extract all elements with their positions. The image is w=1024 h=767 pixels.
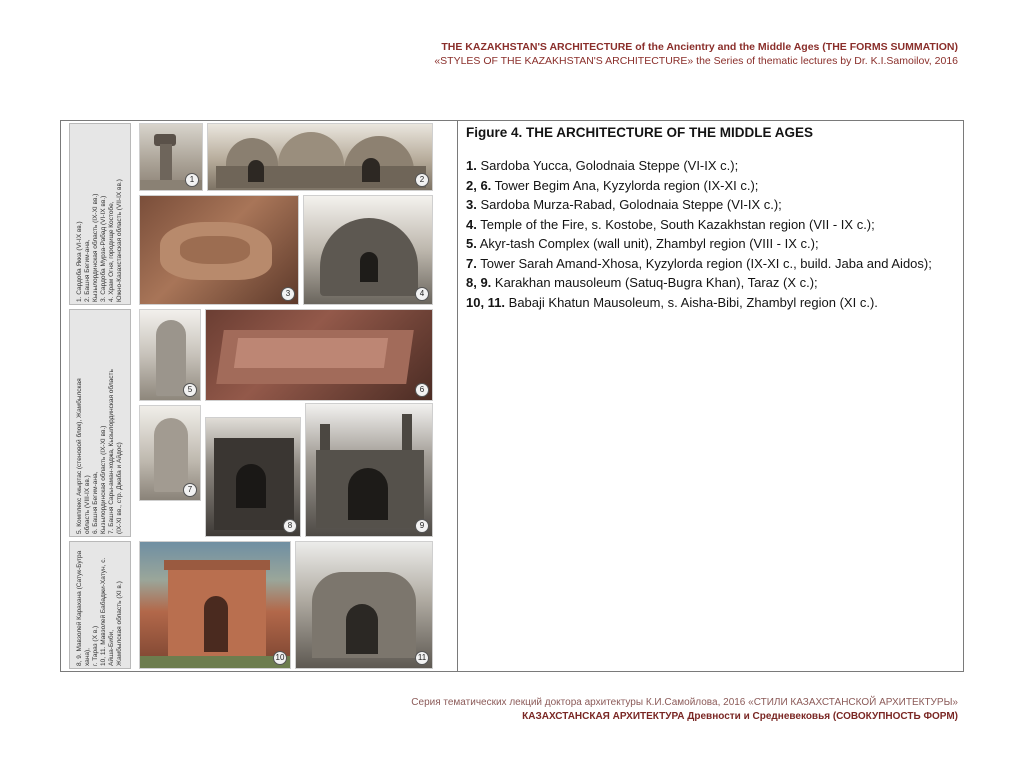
figure-caption xyxy=(466,121,951,312)
photo-number: 8 xyxy=(283,519,297,533)
photo-number: 9 xyxy=(415,519,429,533)
photo-sardoba-dome xyxy=(303,195,433,305)
photo-akyr-tash xyxy=(205,309,433,401)
photo-number: 10 xyxy=(273,651,287,665)
photo-number: 1 xyxy=(185,173,199,187)
figure-title: Figure 4. THE ARCHITECTURE OF THE MIDDLE AGES xyxy=(466,125,814,140)
caption-item-text: Tower Sarah Amand-Xhosa, Kyzylorda region (IX-XI c., build. Jaba and Aidos); xyxy=(476,255,932,271)
photo-number: 3 xyxy=(281,287,295,301)
caption-item xyxy=(466,195,951,215)
caption-item xyxy=(466,234,951,254)
photo-babaji-khatun xyxy=(139,541,291,669)
caption-item-number: 1. xyxy=(466,158,477,173)
photo-karakhan-front xyxy=(305,403,433,537)
caption-item-number: 5. xyxy=(466,236,477,251)
caption-item-text: Babaji Khatun Mausoleum, s. Aisha-Bibi, Zhambyl region (XI c.). xyxy=(505,294,878,310)
slide-header xyxy=(258,40,958,68)
caption-strip-2 xyxy=(69,309,131,537)
photo-number: 6 xyxy=(415,383,429,397)
caption-item xyxy=(466,215,951,235)
caption-strip-2-text: 5. Комплекс Акыртас (стеновой блок), Жамбылская область (VIII-IX вв.) 6. Башня Бегим-ана, Кызылординская область (IX-XI вв.) 7. Башня Сары-аман-ходжа, Кызылординская область (IX-XI вв., стр. Джаба и Айдос) xyxy=(76,369,123,534)
photo-sardoba-yucca xyxy=(139,123,203,191)
caption-item-number: 8, 9. xyxy=(466,275,492,290)
caption-item-text: Temple of the Fire, s. Kostobe, South Kazakhstan region (VII - IX c.); xyxy=(476,216,875,232)
caption-item xyxy=(466,293,951,313)
slide-footer xyxy=(198,696,958,724)
caption-item-number: 3. xyxy=(466,197,477,212)
caption-item-text: Sardoba Yucca, Golodnaia Steppe (VI-IX c.); xyxy=(476,158,739,173)
photo-number: 2 xyxy=(415,173,429,187)
photo-babaji-khatun-ruin xyxy=(295,541,433,669)
figure-frame xyxy=(60,120,964,672)
photo-sardoba-murza-rabad xyxy=(207,123,433,191)
caption-strip-1-text: 1. Сардоба Якка (VI-IX вв.) 2. Башня Бегим-ана, Кызылординская область (IX-XI вв.) 3. Сардоба Мурза-Рабад (VI-IX вв.) 4. Храм Огня, городище Костобе, Южно-Казахстанская область (VII-IX вв.) xyxy=(76,179,123,302)
header-subtitle: «STYLES OF THE KAZAKHSTAN'S ARCHITECTURE» the Series of thematic lectures by Dr. K.I.Samoilov, 2016 xyxy=(434,55,958,67)
caption-item-number: 7. xyxy=(466,255,477,271)
caption-strip-3 xyxy=(69,541,131,669)
caption-item xyxy=(466,273,951,293)
caption-item-text: Akyr-tash Complex (wall unit), Zhambyl region (VIII - IX c.); xyxy=(476,236,819,251)
header-title: THE KAZAKHSTAN'S ARCHITECTURE of the Ancientry and the Middle Ages (THE FORMS SUMMATION) xyxy=(441,41,958,53)
caption-item xyxy=(466,176,951,196)
photo-number: 11 xyxy=(415,651,429,665)
photo-number: 5 xyxy=(183,383,197,397)
photo-karakhan-side xyxy=(205,417,301,537)
caption-item-text: Karakhan mausoleum (Satuq-Bugra Khan), Taraz (X c.); xyxy=(491,275,818,290)
caption-strip-1 xyxy=(69,123,131,305)
caption-item-number: 10, 11. xyxy=(466,294,506,310)
footer-series-line: Серия тематических лекций доктора архитектуры К.И.Самойлова, 2016 «СТИЛИ КАЗАХСТАНСКОЙ АРХИТЕКТУРЫ» xyxy=(411,697,958,708)
caption-item xyxy=(466,254,951,274)
caption-item xyxy=(466,156,951,176)
caption-item-text: Tower Begim Ana, Kyzylorda region (IX-XI c.); xyxy=(491,177,759,193)
photo-tower-sketch xyxy=(139,309,201,401)
photo-tower-sarah-amand xyxy=(139,405,201,501)
photo-number: 7 xyxy=(183,483,197,497)
caption-item-text: Sardoba Murza-Rabad, Golodnaia Steppe (VI-IX c.); xyxy=(476,197,782,212)
caption-strip-3-text: 8, 9. Мавзолей Карахана (Сатук-Бугра хана), г. Тараз (X в.) 10, 11. Мавзолей Бабаджи-Хатун, с. Айша-Биби, Жамбылская область (XI в.) xyxy=(76,550,123,666)
footer-title-line: КАЗАХСТАНСКАЯ АРХИТЕКТУРА Древности и Средневековья (СОВОКУПНОСТЬ ФОРМ) xyxy=(522,711,958,722)
photo-number: 4 xyxy=(415,287,429,301)
caption-item-number: 2, 6. xyxy=(466,177,492,193)
figure-collage xyxy=(61,121,458,671)
photo-temple-of-fire xyxy=(139,195,299,305)
caption-item-number: 4. xyxy=(466,216,477,232)
